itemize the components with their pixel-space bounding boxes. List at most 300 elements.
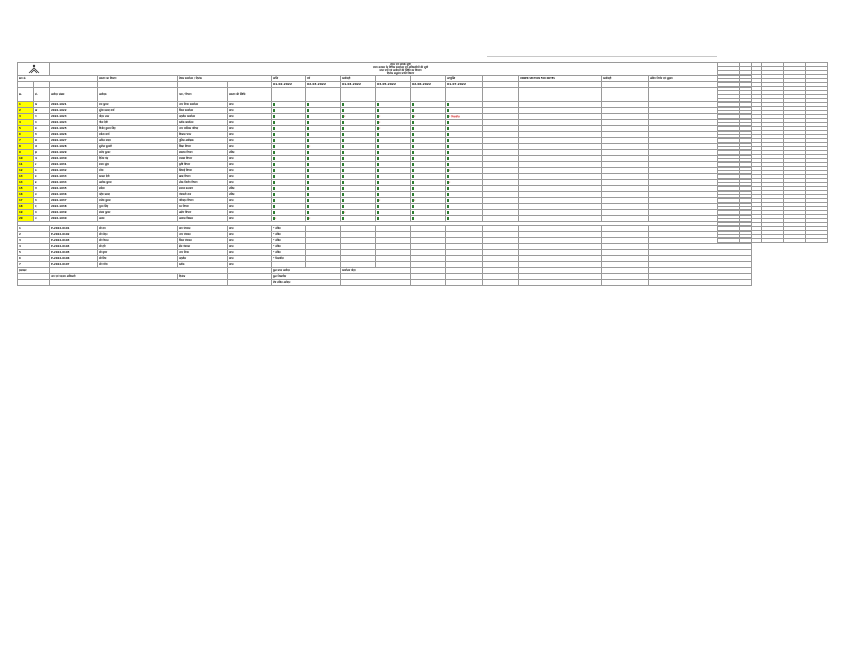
tick-icon <box>342 193 344 196</box>
row-sub: ग <box>34 114 50 120</box>
row-applicant: सरिता <box>98 186 178 192</box>
row2-address: क्षेत्र पंचायत <box>178 244 228 250</box>
tick-icon <box>273 199 275 202</box>
row-sub: ज <box>34 144 50 150</box>
tick-icon <box>412 169 414 172</box>
row-number: 5 <box>18 126 34 132</box>
tick-icon <box>273 145 275 148</box>
row-sub: ध <box>34 210 50 216</box>
row-number: 1 <box>18 102 34 108</box>
row2-app-no: P-2022-0102 <box>50 232 98 238</box>
row-app-no: 2022-1028 <box>50 144 98 150</box>
row-address: जिला कार्यालय <box>178 108 228 114</box>
row-address: लोक निर्माण विभाग <box>178 180 228 186</box>
tick-icon <box>342 127 344 130</box>
tick-icon <box>307 109 309 112</box>
row-applicant: राकेश शर्मा <box>98 132 178 138</box>
row2-number: 6 <box>18 256 50 262</box>
row2-app-no: P-2022-0106 <box>50 256 98 262</box>
document-title <box>50 63 752 76</box>
tick-icon <box>342 199 344 202</box>
header-receipt: प्राप्ति <box>272 76 306 82</box>
tick-icon <box>307 211 309 214</box>
side-row <box>718 239 828 243</box>
row-applicant: प्रमोद कुमार <box>98 150 178 156</box>
row-status: प्राप्त <box>228 144 272 150</box>
tick-icon <box>377 205 379 208</box>
row-sub: ड <box>34 174 50 180</box>
row-number: 4 <box>18 120 34 126</box>
tick-icon <box>447 127 449 130</box>
row-status: लंबित <box>228 192 272 198</box>
row-status: प्राप्त <box>228 156 272 162</box>
row-applicant: विनोद कुमार सिंह <box>98 126 178 132</box>
row-status: प्राप्त <box>228 126 272 132</box>
row-address: पंचायती राज <box>178 192 228 198</box>
tick-icon <box>447 121 449 124</box>
row-app-no: 2022-1034 <box>50 180 98 186</box>
tick-icon <box>273 169 275 172</box>
row-number: 20 <box>18 216 34 222</box>
row-applicant: मोहन लाल <box>98 114 178 120</box>
row2-status: प्राप्त <box>228 244 272 250</box>
row2-mark: * लंबित <box>272 250 306 256</box>
row-address: कृषि विभाग <box>178 162 228 168</box>
row-mark: * <box>379 115 381 119</box>
tick-icon <box>342 121 344 124</box>
row-address: पुलिस अधीक्षक <box>178 138 228 144</box>
tick-icon <box>447 157 449 160</box>
row-mark: * <box>379 121 381 125</box>
tick-icon <box>273 103 275 106</box>
row-number: 2 <box>18 108 34 114</box>
row2-mark: * निस्तारित <box>272 256 306 262</box>
footer-office: कार्यालय मोहर <box>341 268 411 274</box>
row-sub: च <box>34 132 50 138</box>
row-number: 6 <box>18 132 34 138</box>
row2-address: नगर निगम <box>178 250 228 256</box>
row-address: नगर पालिका परिषद <box>178 126 228 132</box>
tick-icon <box>273 193 275 196</box>
row-app-no: 2022-1025 <box>50 126 98 132</box>
row2-applicant: श्री मोहन <box>98 232 178 238</box>
row-number: 13 <box>18 174 34 180</box>
row2-mark: * लंबित <box>272 238 306 244</box>
tick-icon <box>447 199 449 202</box>
row-address: स्वास्थ्य विभाग <box>178 150 228 156</box>
side-grid <box>717 62 828 243</box>
row-applicant: महेश प्रसाद <box>98 192 178 198</box>
row-sub: ञ <box>34 156 50 162</box>
tick-icon <box>447 133 449 136</box>
row-mark: * <box>275 217 277 221</box>
tick-icon <box>447 151 449 154</box>
row2-number: 7 <box>18 262 50 268</box>
row-status: प्राप्त <box>228 120 272 126</box>
row-sub: ण <box>34 186 50 192</box>
row-mark: * <box>449 169 451 173</box>
row2-number: 5 <box>18 250 50 256</box>
col-header-sub: सं. <box>34 88 50 102</box>
tick-icon <box>342 181 344 184</box>
tick-icon <box>342 103 344 106</box>
tick-icon <box>307 139 309 142</box>
row-address: समाज कल्याण <box>178 186 228 192</box>
row-app-no: 2022-1026 <box>50 132 98 138</box>
row-address: उद्योग विभाग <box>178 210 228 216</box>
tick-icon <box>447 175 449 178</box>
header-subject: प्रकरण का विवरण <box>98 76 178 82</box>
tick-icon <box>412 121 414 124</box>
row-app-no: 2022-1021 <box>50 102 98 108</box>
tick-icon <box>412 217 414 220</box>
row-number: 19 <box>18 210 34 216</box>
tick-icon <box>273 151 275 154</box>
row-address: नगर निगम कार्यालय <box>178 102 228 108</box>
row-status: प्राप्त <box>228 204 272 210</box>
row2-applicant: श्री शिव <box>98 256 178 262</box>
tick-icon <box>273 133 275 136</box>
tick-icon <box>377 181 379 184</box>
row-sub: ख <box>34 108 50 114</box>
tick-icon <box>377 109 379 112</box>
row-applicant: कमला देवी <box>98 174 178 180</box>
header-proceedings: कार्यवाही <box>602 76 649 82</box>
title-line-3: प्राप्त पत्रों एवं आवेदनों की स्थिति का विवरण <box>379 69 422 72</box>
tick-icon <box>447 163 449 166</box>
tick-icon <box>342 187 344 190</box>
footer-pending: शेष लंबित आवेदन <box>272 280 341 286</box>
row-status: प्राप्त <box>228 132 272 138</box>
tick-icon <box>412 109 414 112</box>
header-year: वर्ष <box>306 76 341 82</box>
row-applicant: गीता देवी <box>98 120 178 126</box>
tick-icon <box>377 139 379 142</box>
row2-applicant: श्री राम <box>98 226 178 232</box>
header-final: अंतिम निर्णय एवं सुझाव <box>649 76 752 82</box>
side-cell <box>784 239 806 243</box>
row-sub: झ <box>34 150 50 156</box>
row2-app-no: P-2022-0107 <box>50 262 98 268</box>
tick-icon <box>273 121 275 124</box>
date-col-2: 02.03.2022 <box>306 82 341 88</box>
row-app-no: 2022-1040 <box>50 216 98 222</box>
tick-icon <box>307 181 309 184</box>
row-status: प्राप्त <box>228 210 272 216</box>
tick-icon <box>377 193 379 196</box>
tick-icon <box>273 211 275 214</box>
logo-cell <box>18 63 50 76</box>
row-number: 9 <box>18 150 34 156</box>
tick-icon <box>307 163 309 166</box>
tick-icon <box>307 133 309 136</box>
row-status: प्राप्त <box>228 216 272 222</box>
row-address: वन विभाग <box>178 204 228 210</box>
date-col-6: 01.07.2022 <box>446 82 483 88</box>
row-app-no: 2022-1024 <box>50 120 98 126</box>
tick-icon <box>307 127 309 130</box>
row-address: खाद्य विभाग <box>178 174 228 180</box>
col-header-address: पता / विभाग <box>178 88 228 102</box>
row-status: प्राप्त <box>228 102 272 108</box>
tick-icon <box>307 187 309 190</box>
title-line-2: राज्य सरकार के विभिन्न कार्यालय एवं अधिकारियों की सूची <box>372 66 429 69</box>
row-address: परिवहन विभाग <box>178 198 228 204</box>
row-app-no: 2022-1027 <box>50 138 98 144</box>
row-applicant: श्याम सुंदर <box>98 162 178 168</box>
tick-icon <box>412 211 414 214</box>
tick-icon <box>412 193 414 196</box>
tick-icon <box>342 145 344 148</box>
row-applicant: दिनेश चंद्र <box>98 156 178 162</box>
tick-icon <box>307 103 309 106</box>
tick-icon <box>412 187 414 190</box>
row2-address: जिला पंचायत <box>178 238 228 244</box>
tick-icon <box>307 193 309 196</box>
row2-app-no: P-2022-0105 <box>50 250 98 256</box>
row-app-no: 2022-1039 <box>50 210 98 216</box>
row-number: 3 <box>18 114 34 120</box>
row2-number: 2 <box>18 232 50 238</box>
tick-icon <box>307 157 309 160</box>
row-number: 17 <box>18 198 34 204</box>
tick-icon <box>273 205 275 208</box>
row-applicant: पूनम सिंह <box>98 204 178 210</box>
date-col-1: 01.02.2022 <box>272 82 306 88</box>
row2-mark: * लंबित <box>272 232 306 238</box>
row-app-no: 2022-1036 <box>50 192 98 198</box>
row-status: प्राप्त <box>228 114 272 120</box>
tick-icon <box>377 169 379 172</box>
row2-app-no: P-2022-0104 <box>50 244 98 250</box>
tick-icon <box>342 157 344 160</box>
row-sub: ट <box>34 162 50 168</box>
date-col-4: 03.05.2022 <box>376 82 411 88</box>
tick-icon <box>342 151 344 154</box>
row-status: प्राप्त <box>228 198 272 204</box>
tick-icon <box>273 175 275 178</box>
tick-icon <box>447 139 449 142</box>
tick-icon <box>447 217 449 220</box>
row2-status: प्राप्त <box>228 238 272 244</box>
column-header-row <box>18 88 752 102</box>
row-app-no: 2022-1029 <box>50 150 98 156</box>
tick-icon <box>307 199 309 202</box>
row-sub: ङ <box>34 126 50 132</box>
row2-status: प्राप्त <box>228 232 272 238</box>
tick-icon <box>377 217 379 220</box>
row-applicant: सुनीता कुमारी <box>98 144 178 150</box>
row-number: 8 <box>18 144 34 150</box>
tick-icon <box>307 205 309 208</box>
tick-icon <box>412 103 414 106</box>
row-app-no: 2022-1032 <box>50 168 98 174</box>
row-sub: द <box>34 204 50 210</box>
row-address: विकास भवन <box>178 132 228 138</box>
col-header-appno: आवेदन संख्या <box>50 88 98 102</box>
row-mark: * <box>379 199 381 203</box>
row-app-no: 2022-1023 <box>50 114 98 120</box>
tick-icon <box>273 157 275 160</box>
emblem-icon <box>27 64 41 74</box>
row-number: 7 <box>18 138 34 144</box>
tick-icon <box>342 169 344 172</box>
row-number: 14 <box>18 180 34 186</box>
row-applicant: राजेश कुमार <box>98 198 178 204</box>
tick-icon <box>412 175 414 178</box>
row-number: 16 <box>18 192 34 198</box>
tick-icon <box>412 157 414 160</box>
row-number: 18 <box>18 204 34 210</box>
row2-status: प्राप्त <box>228 250 272 256</box>
row-applicant: अजय <box>98 216 178 222</box>
date-col-5: 02.06.2022 <box>411 82 446 88</box>
row-applicant: अनिल यादव <box>98 138 178 144</box>
row-mark: * <box>414 115 416 119</box>
row2-app-no: P-2022-0101 <box>50 226 98 232</box>
row-number: 11 <box>18 162 34 168</box>
tick-icon <box>342 205 344 208</box>
row-mark: * <box>379 127 381 131</box>
row-status: प्राप्त <box>228 180 272 186</box>
row-address: शिक्षा विभाग <box>178 144 228 150</box>
header-notes: UNDER SECTION FOR NOTES <box>519 76 602 82</box>
row-address: तहसील कार्यालय <box>178 114 228 120</box>
row2-address: नगर पंचायत <box>178 232 228 238</box>
tick-icon <box>412 127 414 130</box>
tick-icon <box>377 211 379 214</box>
tick-icon <box>447 193 449 196</box>
side-cell <box>718 239 740 243</box>
tick-icon <box>412 163 414 166</box>
tick-icon <box>377 133 379 136</box>
row2-status: प्राप्त <box>228 256 272 262</box>
row2-applicant: श्री गणेश <box>98 262 178 268</box>
tick-icon <box>273 181 275 184</box>
tick-icon <box>307 151 309 154</box>
row-mark: * <box>344 211 346 215</box>
tick-icon <box>273 187 275 190</box>
row2-number: 3 <box>18 238 50 244</box>
row2-address: ग्राम पंचायत <box>178 226 228 232</box>
tick-icon <box>377 163 379 166</box>
header-remarks: अभ्युक्ति <box>446 76 483 82</box>
row-sub: क <box>34 102 50 108</box>
tick-icon <box>447 103 449 106</box>
tick-icon <box>412 181 414 184</box>
row2-mark: * लंबित <box>272 226 306 232</box>
top-rule <box>487 56 717 57</box>
tick-icon <box>342 133 344 136</box>
row-sub: न <box>34 216 50 222</box>
row2-number: 4 <box>18 244 50 250</box>
row-number: 12 <box>18 168 34 174</box>
row-mark: * <box>344 115 346 119</box>
tick-icon <box>273 127 275 130</box>
row-app-no: 2022-1038 <box>50 204 98 210</box>
tick-icon <box>342 175 344 178</box>
row2-app-no: P-2022-0103 <box>50 238 98 244</box>
header-action: कार्यवाही <box>341 76 376 82</box>
tick-icon <box>447 211 449 214</box>
header-serial: क्रम सं. <box>18 76 98 82</box>
tick-icon <box>377 145 379 148</box>
row-sub: ढ <box>34 180 50 186</box>
row2-address: ब्लॉक <box>178 262 228 268</box>
tick-icon <box>273 115 275 118</box>
row2-address: तहसील <box>178 256 228 262</box>
row-applicant: राम कुमार <box>98 102 178 108</box>
row-address: सिंचाई विभाग <box>178 168 228 174</box>
tick-icon <box>273 163 275 166</box>
register-sheet <box>17 62 752 286</box>
tick-icon <box>342 139 344 142</box>
row-app-no: 2022-1037 <box>50 198 98 204</box>
row-app-no: 2022-1030 <box>50 156 98 162</box>
row-address: आवास विकास <box>178 216 228 222</box>
row-app-no: 2022-1031 <box>50 162 98 168</box>
row-mark: * <box>449 181 451 185</box>
row-mark: * <box>414 199 416 203</box>
row-status: प्राप्त <box>228 138 272 144</box>
row-status: प्राप्त <box>228 108 272 114</box>
row2-applicant: श्री कृष्ण <box>98 250 178 256</box>
row-status: लंबित <box>228 150 272 156</box>
row-status: प्राप्त <box>228 168 272 174</box>
row-address: राजस्व विभाग <box>178 156 228 162</box>
row-status: प्राप्त <box>228 174 272 180</box>
tick-icon <box>342 109 344 112</box>
row-app-no: 2022-1022 <box>50 108 98 114</box>
row-applicant: अशोक कुमार <box>98 180 178 186</box>
col-header-applicant: आवेदक <box>98 88 178 102</box>
row-sub: थ <box>34 198 50 204</box>
row-sub: घ <box>34 120 50 126</box>
tick-icon <box>412 205 414 208</box>
row-sub: छ <box>34 138 50 144</box>
tick-icon <box>377 187 379 190</box>
footer-disposed: कुल निस्तारित <box>272 274 341 280</box>
tick-icon <box>377 157 379 160</box>
row-app-no: 2022-1035 <box>50 186 98 192</box>
row-sub: त <box>34 192 50 198</box>
side-cell <box>762 239 784 243</box>
row-mark: * निस्तारित <box>449 115 460 119</box>
tick-icon <box>342 163 344 166</box>
tick-icon <box>307 169 309 172</box>
row-applicant: संजय कुमार <box>98 210 178 216</box>
tick-icon <box>447 109 449 112</box>
tick-icon <box>377 175 379 178</box>
row2-status: प्राप्त <box>228 262 272 268</box>
date-col-3: 01.04.2022 <box>341 82 376 88</box>
tick-icon <box>412 145 414 148</box>
footer-row-3 <box>18 280 752 286</box>
row-number: 15 <box>18 186 34 192</box>
tick-icon <box>307 121 309 124</box>
row-sub: ठ <box>34 168 50 174</box>
tick-icon <box>342 217 344 220</box>
title-line-4: दिनांक अनुसार प्रगति विवरण <box>386 72 415 75</box>
tick-icon <box>412 133 414 136</box>
footer-date: दिनांक <box>178 274 228 280</box>
row-status: प्राप्त <box>228 162 272 168</box>
tick-icon <box>307 115 309 118</box>
row-mark: * <box>309 145 311 149</box>
row2-applicant: श्री हरि <box>98 244 178 250</box>
header-sender: प्रेषक कार्यालय / दिनांक <box>178 76 272 82</box>
row-applicant: सुरेश प्रसाद वर्मा <box>98 108 178 114</box>
